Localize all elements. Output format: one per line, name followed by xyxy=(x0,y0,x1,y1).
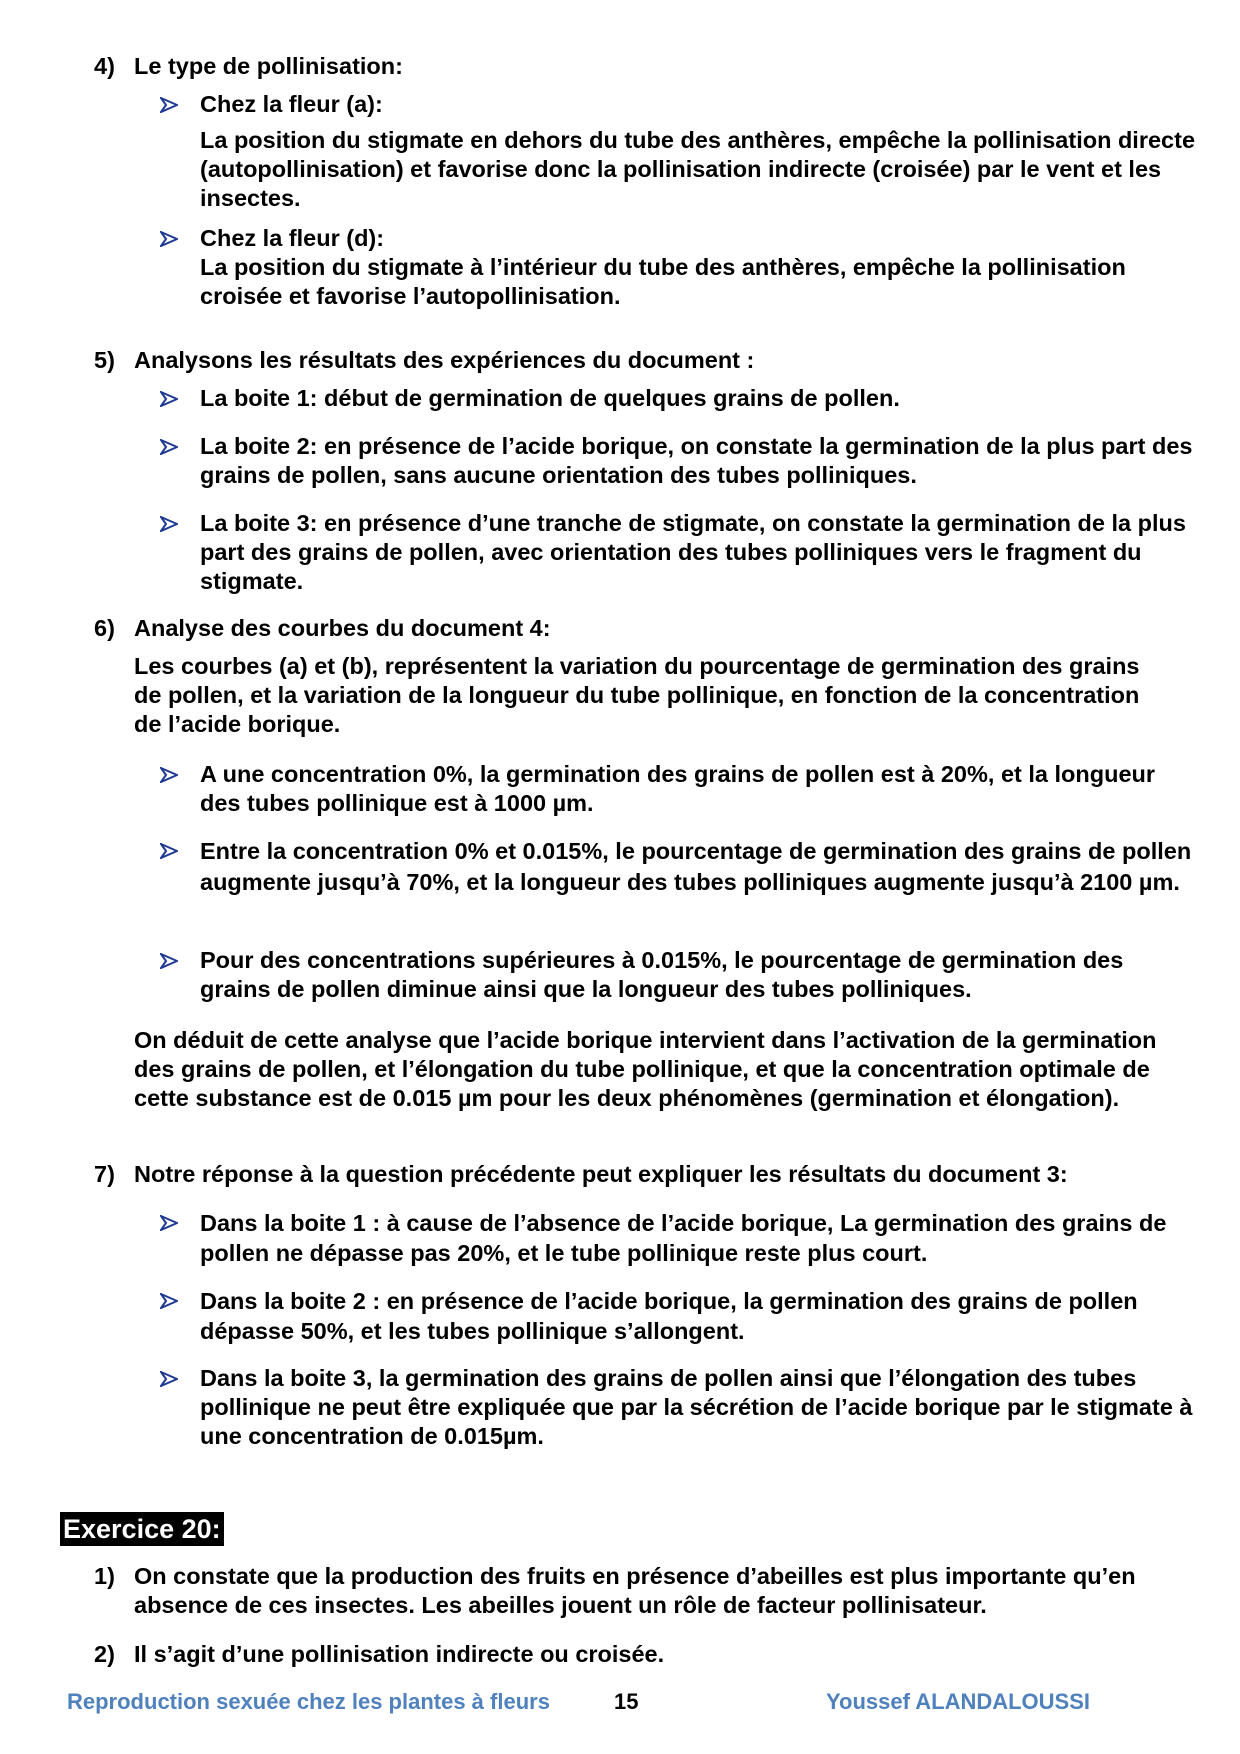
bullet-item xyxy=(200,1286,1200,1346)
bullet-text: La boite 3: en présence d’une tranche de stigmate, on constate la germination de la plus part des grains de pollen, avec orientation des tubes polliniques vers le fragment du stigmate. xyxy=(200,510,1186,594)
analysis-intro: Les courbes (a) et (b), représentent la variation du pourcentage de germination des grains de pollen, et la variation de la longueur du tube pollinique, en fonction de la concentration de l’acide borique. xyxy=(134,653,1140,737)
bullet-text: Entre la concentration 0% et 0.015%, le pourcentage de germination des grains de pollen augmente jusqu’à 70%, et la longueur des tubes polliniques augmente jusqu’à 2100 µm. xyxy=(200,838,1192,895)
analysis-conclusion: On déduit de cette analyse que l’acide borique intervient dans l’activation de la germination des grains de pollen, et l’élongation du tube pollinique, et que la concentration optimale de cette substance est de 0.015 µm pour les deux phénomènes (germination et élongation). xyxy=(134,1027,1157,1111)
bullet-item xyxy=(200,432,1200,490)
bullet-text: La position du stigmate à l’intérieur du tube des anthères, empêche la pollinisation croisée et favorise l’autopollinisation. xyxy=(200,254,1126,309)
arrow-bullet-icon xyxy=(160,231,178,247)
bullet-item xyxy=(200,224,1200,311)
question-title: Le type de pollinisation: xyxy=(134,53,403,79)
footer-title: Reproduction sexuée chez les plantes à fleurs xyxy=(67,1689,550,1714)
arrow-bullet-icon xyxy=(160,97,178,113)
bullet-text: Dans la boite 3, la germination des grains de pollen ainsi que l’élongation des tubes pollinique ne peut être expliquée que par la sécrétion de l’acide borique par le stigmate à une concentration de 0.015µm. xyxy=(200,1365,1193,1449)
bullet-label: Chez la fleur (d): xyxy=(200,225,385,251)
bullet-text: La boite 2: en présence de l’acide borique, on constate la germination de la plus part des grains de pollen, sans aucune orientation des tubes polliniques. xyxy=(200,433,1193,488)
item-text: Il s’agit d’une pollinisation indirecte ou croisée. xyxy=(134,1641,665,1667)
arrow-bullet-icon xyxy=(160,391,178,407)
arrow-bullet-icon xyxy=(160,767,178,783)
question-6 xyxy=(94,614,1184,739)
arrow-bullet-icon xyxy=(160,843,178,859)
bullet-item xyxy=(200,90,1200,213)
bullet-item xyxy=(200,1364,1200,1451)
question-number: 6) xyxy=(94,615,115,641)
arrow-bullet-icon xyxy=(160,439,178,455)
bullet-item xyxy=(200,384,1200,413)
question-7 xyxy=(94,1160,1184,1189)
item-number: 2) xyxy=(94,1641,115,1667)
question-4 xyxy=(94,52,1184,81)
bullet-item xyxy=(200,836,1200,898)
question-title: Analysons les résultats des expériences du document : xyxy=(134,347,755,373)
question-number: 5) xyxy=(94,347,115,373)
arrow-bullet-icon xyxy=(160,1371,178,1387)
bullet-text: A une concentration 0%, la germination des grains de pollen est à 20%, et la longueur des tubes pollinique est à 1000 µm. xyxy=(200,761,1156,816)
bullet-text: La boite 1: début de germination de quelques grains de pollen. xyxy=(200,385,900,411)
footer-author: Youssef ALANDALOUSSI xyxy=(826,1689,1091,1714)
arrow-bullet-icon xyxy=(160,516,178,532)
bullet-text: Dans la boite 2 : en présence de l’acide borique, la germination des grains de pollen dépasse 50%, et les tubes pollinique s’allongent. xyxy=(200,1288,1138,1344)
bullet-item xyxy=(200,509,1200,596)
question-5 xyxy=(94,346,1184,375)
bullet-label: Chez la fleur (a): xyxy=(200,91,383,117)
bullet-item xyxy=(200,1208,1200,1268)
bullet-item xyxy=(200,946,1200,1004)
item-text: On constate que la production des fruits en présence d’abeilles est plus importante qu’en absence de ces insectes. Les abeilles jouent un rôle de facteur pollinisateur. xyxy=(134,1563,1136,1618)
bullet-item xyxy=(200,760,1200,818)
bullet-text: La position du stigmate en dehors du tube des anthères, empêche la pollinisation directe (autopollinisation) et favorise donc la pollinisation indirecte (croisée) par le vent et les insectes. xyxy=(200,127,1196,211)
question-title: Notre réponse à la question précédente peut expliquer les résultats du document 3: xyxy=(134,1161,1068,1187)
bullet-text: Pour des concentrations supérieures à 0.015%, le pourcentage de germination des grains de pollen diminue ainsi que la longueur des tubes polliniques. xyxy=(200,947,1124,1002)
arrow-bullet-icon xyxy=(160,953,178,969)
exercise-item xyxy=(94,1562,1184,1620)
bullet-text: Dans la boite 1 : à cause de l’absence de l’acide borique, La germination des grains de pollen ne dépasse pas 20%, et le tube pollinique reste plus court. xyxy=(200,1210,1167,1266)
question-title: Analyse des courbes du document 4: xyxy=(134,615,551,641)
item-number: 1) xyxy=(94,1563,115,1589)
arrow-bullet-icon xyxy=(160,1293,178,1309)
question-number: 7) xyxy=(94,1161,115,1187)
exercise-item xyxy=(94,1640,1184,1669)
page-number: 15 xyxy=(614,1689,639,1714)
exercise-heading: Exercice 20: xyxy=(60,1512,224,1546)
question-number: 4) xyxy=(94,53,115,79)
arrow-bullet-icon xyxy=(160,1215,178,1231)
